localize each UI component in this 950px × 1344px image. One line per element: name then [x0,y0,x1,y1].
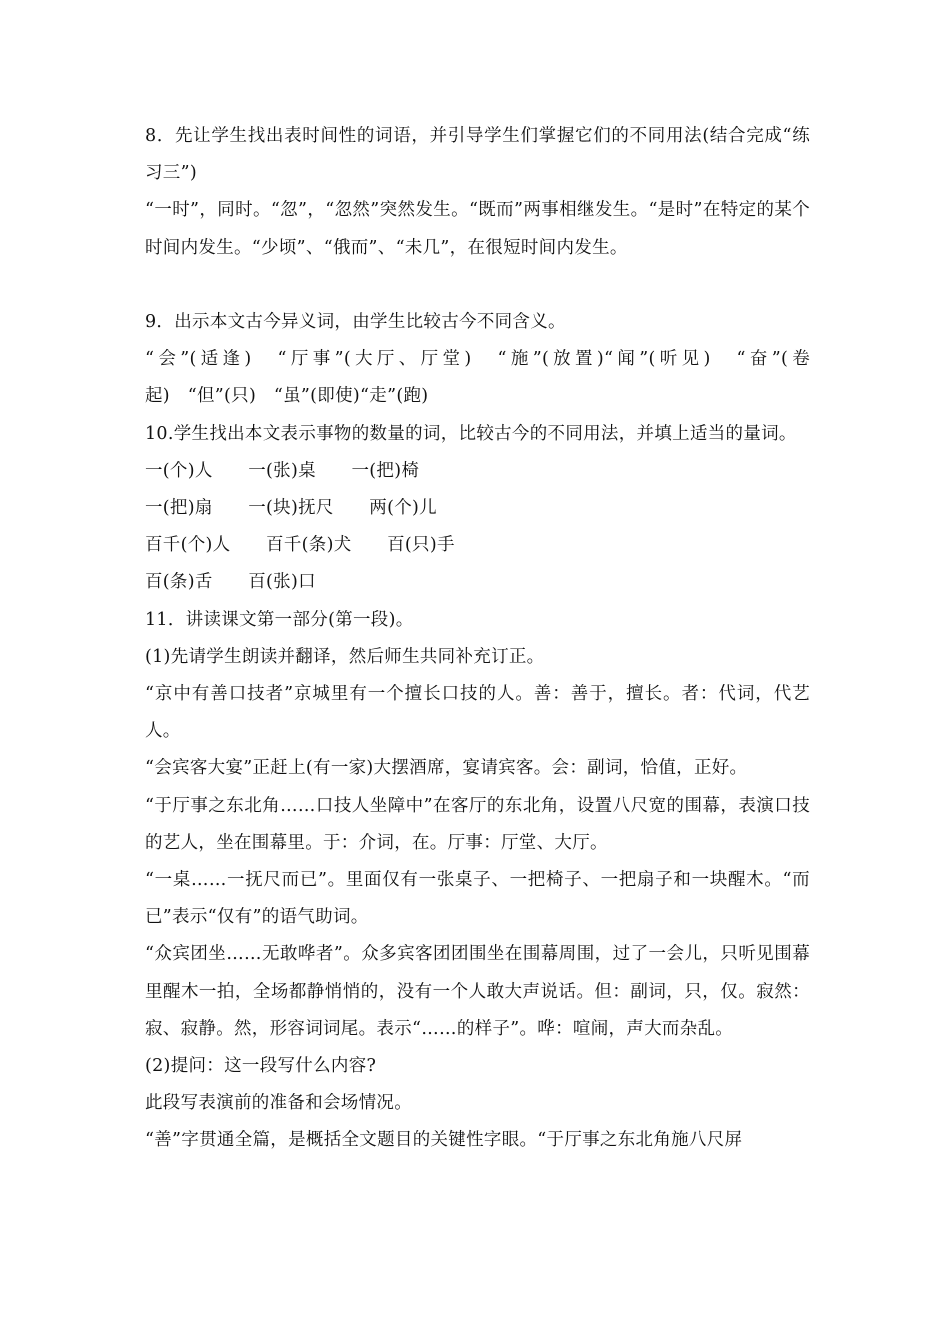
paragraph-step-2-answer: 此段写表演前的准备和会场情况。 [145,1093,412,1114]
paragraph-translation-2: “会宾客大宴”正赶上(有一家)大摆酒席，宴请宾客。会：副词，恰值，正好。 [145,758,748,779]
measure-words-line-4: 百(条)舌 百(张)口 [145,572,316,593]
measure-words-line-3: 百千(个)人 百千(条)犬 百(只)手 [145,535,455,556]
paragraph-translation-1: “京中有善口技者”京城里有一个擅长口技的人。善：善于，擅长。者：代词，代艺人。 [145,684,810,742]
paragraph-translation-5: “众宾团坐……无敢哗者”。众多宾客团团围坐在围幕周围，过了一会儿，只听见围幕里醒木一拍，全场都静悄悄的，没有一个人敢大声说话。但：副词，只，仅。寂然：寂、寂静。然，形容词词尾。表示“……的样子”。哗：喧闹，声大而杂乱。 [145,944,810,1039]
paragraph-translation-4: “一桌……一抚尺而已”。里面仅有一张桌子、一把椅子、一把扇子和一块醒木。“而已”表示“仅有”的语气助词。 [145,870,810,928]
paragraph-item-11: 11．讲读课文第一部分(第一段)。 [145,609,414,630]
paragraph-item-9: 9．出示本文古今异义词，由学生比较古今不同含义。 [145,312,566,332]
paragraph-key-word: “善”字贯通全篇，是概括全文题目的关键性字眼。“于厅事之东北角施八尺屏 [145,1130,743,1151]
paragraph-ancient-modern-words: “会”(适逢) “厅事”(大厅、厅堂) “施”(放置)“闻”(听见) “奋”(卷起) “但”(只) “虽”(即使)“走”(跑) [145,349,810,407]
measure-words-line-2: 一(把)扇 一(块)抚尺 两(个)儿 [145,498,437,519]
measure-words-line-1: 一(个)人 一(张)桌 一(把)椅 [145,460,420,481]
paragraph-time-words: “一时”，同时。“忽”，“忽然”突然发生。“既而”两事相继发生。“是时”在特定的某个时间内发生。“少顷”、“俄而”、“未几”，在很短时间内发生。 [145,200,810,258]
paragraph-item-8: 8．先让学生找出表时间性的词语，并引导学生们掌握它们的不同用法(结合完成“练习三”) [145,126,810,184]
paragraph-item-10: 10.学生找出本文表示事物的数量的词，比较古今的不同用法，并填上适当的量词。 [145,423,797,444]
paragraph-step-2-question: (2)提问：这一段写什么内容? [145,1056,377,1077]
paragraph-translation-3: “于厅事之东北角……口技人坐障中”在客厅的东北角，设置八尺宽的围幕，表演口技的艺人，坐在围幕里。于：介词，在。厅事：厅堂、大厅。 [145,795,810,853]
paragraph-step-1: (1)先请学生朗读并翻译，然后师生共同补充订正。 [145,646,545,667]
document-body [145,118,810,1160]
